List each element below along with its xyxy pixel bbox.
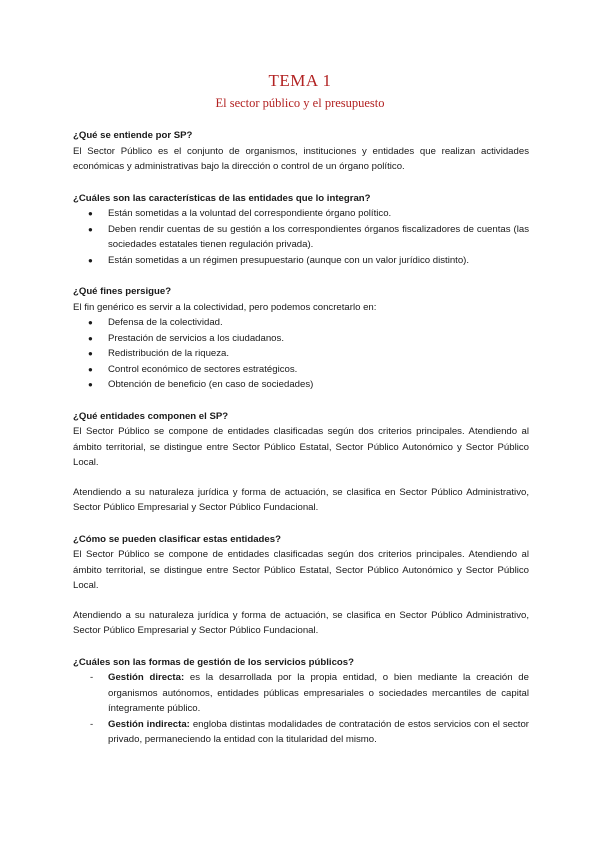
section-2-question: ¿Cuáles son las características de las entidades que lo integran? xyxy=(73,192,371,204)
section-2-list xyxy=(73,206,529,268)
document-body xyxy=(73,128,529,748)
section-5-question: ¿Cómo se pueden clasificar estas entidades? xyxy=(73,533,281,545)
bullet-icon: ● xyxy=(88,349,93,358)
section-3-text: El fin genérico es servir a la colectividad, pero podemos concretarlo en: xyxy=(73,301,377,313)
list-item: ● Redistribución de la riqueza. xyxy=(88,346,529,362)
bullet-icon: ● xyxy=(88,380,93,389)
section-4-text-2: Atendiendo a su naturaleza jurídica y forma de actuación, se clasifica en Sector Público Administrativo, Sector Público Empresarial y Sector Público Fundacional. xyxy=(73,486,529,513)
list-item: ● Están sometidas a un régimen presupuestario (aunque con un valor jurídico distinto). xyxy=(88,253,529,269)
bullet-icon: ● xyxy=(88,333,93,343)
section-6-question: ¿Cuáles son las formas de gestión de los servicios públicos? xyxy=(73,656,354,668)
list-item: ● Prestación de servicios a los ciudadanos. xyxy=(88,331,529,347)
list-item: - Gestión directa: es la desarrollada por la propia entidad, o bien mediante la creación de organismos autónomos, entidades públicas empresariales o sociedades mercantiles de capital íntegramente público. xyxy=(90,672,529,714)
section-4-question: ¿Qué entidades componen el SP? xyxy=(73,410,229,422)
section-3-question: ¿Qué fines persigue? xyxy=(73,286,172,297)
page-title: TEMA 1 xyxy=(268,71,332,90)
list-item: - Gestión indirecta: engloba distintas modalidades de contratación de estos servicios con el sector privado, permaneciendo la entidad con la titularidad del mismo. xyxy=(90,718,529,745)
list-item: ● Obtención de beneficio (en caso de sociedades) xyxy=(88,377,529,393)
section-5-text-1: El Sector Público se compone de entidades clasificadas según dos criterios principales. Atendiendo al ámbito territorial, se distingue entre Sector Público Estatal, Sector Público Autonómico y Sector Público Local. xyxy=(73,549,529,591)
list-item: ● Están sometidas a la voluntad del correspondiente órgano político. xyxy=(88,206,529,222)
section-5-text-2: Atendiendo a su naturaleza jurídica y forma de actuación, se clasifica en Sector Público Administrativo, Sector Público Empresarial y Sector Público Fundacional. xyxy=(73,609,529,636)
bullet-icon: ● xyxy=(88,224,93,234)
bullet-icon: ● xyxy=(88,255,93,265)
bullet-icon: ● xyxy=(88,364,93,374)
dash-icon: - xyxy=(90,718,94,730)
list-item: ● Deben rendir cuentas de su gestión a los correspondientes órganos fiscalizadores de cuentas (las sociedades estatales tienen regulación privada). xyxy=(88,223,529,250)
bullet-icon: ● xyxy=(88,318,93,327)
section-1-question: ¿Qué se entiende por SP? xyxy=(73,130,193,141)
term-label: Gestión directa: xyxy=(108,672,185,683)
list-item: ● Defensa de la colectividad. xyxy=(88,315,529,331)
section-3-list xyxy=(73,315,529,393)
page-subtitle: El sector público y el presupuesto xyxy=(215,96,385,110)
section-1-text: El Sector Público es el conjunto de organismos, instituciones y entidades que realizan actividades económicas y administrativas bajo la dirección o control de un órgano político. xyxy=(73,145,529,172)
dash-icon: - xyxy=(90,672,94,683)
list-item: ● Control económico de sectores estratégicos. xyxy=(88,362,529,378)
bullet-icon: ● xyxy=(88,209,93,218)
section-4-text-1: El Sector Público se compone de entidades clasificadas según dos criterios principales. Atendiendo al ámbito territorial, se distingue entre Sector Público Estatal, Sector Público Autonómico y Sector Público Local. xyxy=(73,426,529,468)
section-6-list xyxy=(73,670,529,748)
term-label: Gestión indirecta: xyxy=(108,718,190,730)
